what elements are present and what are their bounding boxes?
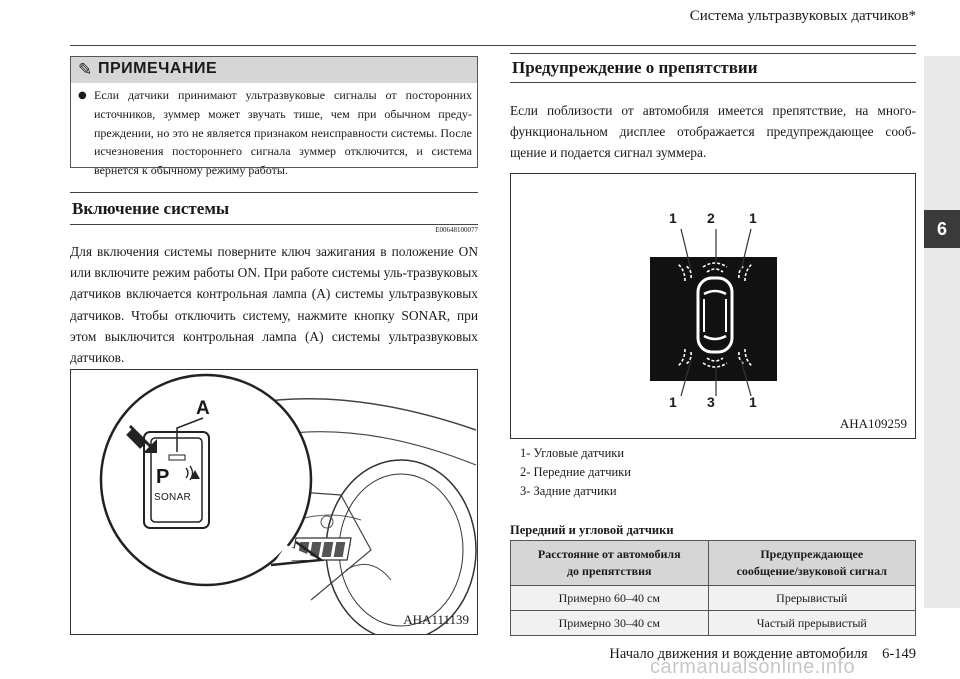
note-title: ПРИМЕЧАНИЕ: [98, 60, 218, 77]
distance-table: [510, 540, 916, 636]
diagram-label-corner-front-right: 1: [749, 210, 757, 226]
pencil-check-icon: ✎: [78, 60, 93, 80]
figure-display: [510, 173, 916, 439]
figure-right-code: AHA109259: [839, 416, 907, 431]
table-row: [511, 586, 916, 611]
chapter-side-tab: [924, 56, 960, 608]
header-line: Расстояние от автомобиля: [537, 547, 681, 561]
diagram-label-corner-rear-right: 1: [749, 394, 757, 410]
figure-label-a: A: [196, 398, 210, 419]
diagram-label-front: 2: [707, 210, 715, 226]
header-line: сообщение/звуковой сигнал: [736, 564, 887, 578]
table-cell: Прерывистый: [708, 586, 915, 611]
watermark-text: carmanualsonline.info: [650, 656, 856, 678]
legend-item: 2- Передние датчики: [520, 465, 631, 479]
header-line: Предупреждающее: [760, 547, 864, 561]
dashboard-illustration: [71, 370, 477, 634]
table-row: [511, 611, 916, 636]
section2-bottom-rule: [510, 82, 916, 83]
legend-item: 1- Угловые датчики: [520, 446, 625, 460]
bullet-icon: ●: [78, 90, 87, 101]
section-on-text: Для включения системы поверните ключ зажигания в положение ON или включите режим работы ON. При работе системы уль-тразвуковых датчиков включается контрольная лампа (A) системы ультразвуковых датчиков. Чтобы отключить систему, нажмите кнопку SONAR, при этом выключится контрольная лампа (A) системы ультразвуковых датчиков.: [70, 244, 478, 366]
page-header-title: Система ультразвуковых датчиков*: [689, 8, 916, 24]
section-title-on: Включение системы: [72, 199, 230, 218]
table-title: Передний и угловой датчики: [510, 523, 674, 537]
diagram-label-corner-front-left: 1: [669, 210, 677, 226]
figure-dashboard: [70, 369, 478, 635]
section-warning-text: Если поблизости от автомобиля имеется препятствие, на много-функциональном дисплее отображается предупреждающее сооб-щение и подается сигнал зуммера.: [510, 103, 916, 161]
table-header-cell: [708, 541, 915, 586]
figure-left-code: AHA111139: [403, 612, 469, 627]
table-cell: Частый прерывистый: [708, 611, 915, 636]
section2-top-rule: [510, 53, 916, 54]
legend-item: 3- Задние датчики: [520, 484, 617, 498]
section-code: E00648100077: [435, 226, 478, 234]
sonar-button-text: SONAR: [154, 492, 192, 503]
header-divider: [70, 45, 916, 46]
table-header-row: [511, 541, 916, 586]
page-footer: Начало движения и вождение автомобиля 6-149: [609, 646, 916, 662]
table-cell: Примерно 30–40 см: [511, 611, 709, 636]
note-text: Если датчики принимают ультразвуковые сигналы от посторонних источников, зуммер может звучать тише, чем при обычном преду-преждении, но это не является признаком неисправности системы. После исчезновения постороннего сигнала зуммер отключится, и система вернется к обычному режиму работы.: [94, 88, 472, 178]
diagram-label-corner-rear-left: 1: [669, 394, 677, 410]
chapter-number-tab[interactable]: 6: [924, 210, 960, 248]
section-title-warning: Предупреждение о препятствии: [512, 58, 758, 77]
sonar-button-p: P: [156, 466, 170, 488]
table-cell: Примерно 60–40 см: [511, 586, 709, 611]
header-line: до препятствия: [566, 564, 652, 578]
table-header-cell: [511, 541, 709, 586]
section-bottom-rule: [70, 224, 478, 225]
section-top-rule: [70, 192, 478, 193]
diagram-label-rear: 3: [707, 394, 715, 410]
